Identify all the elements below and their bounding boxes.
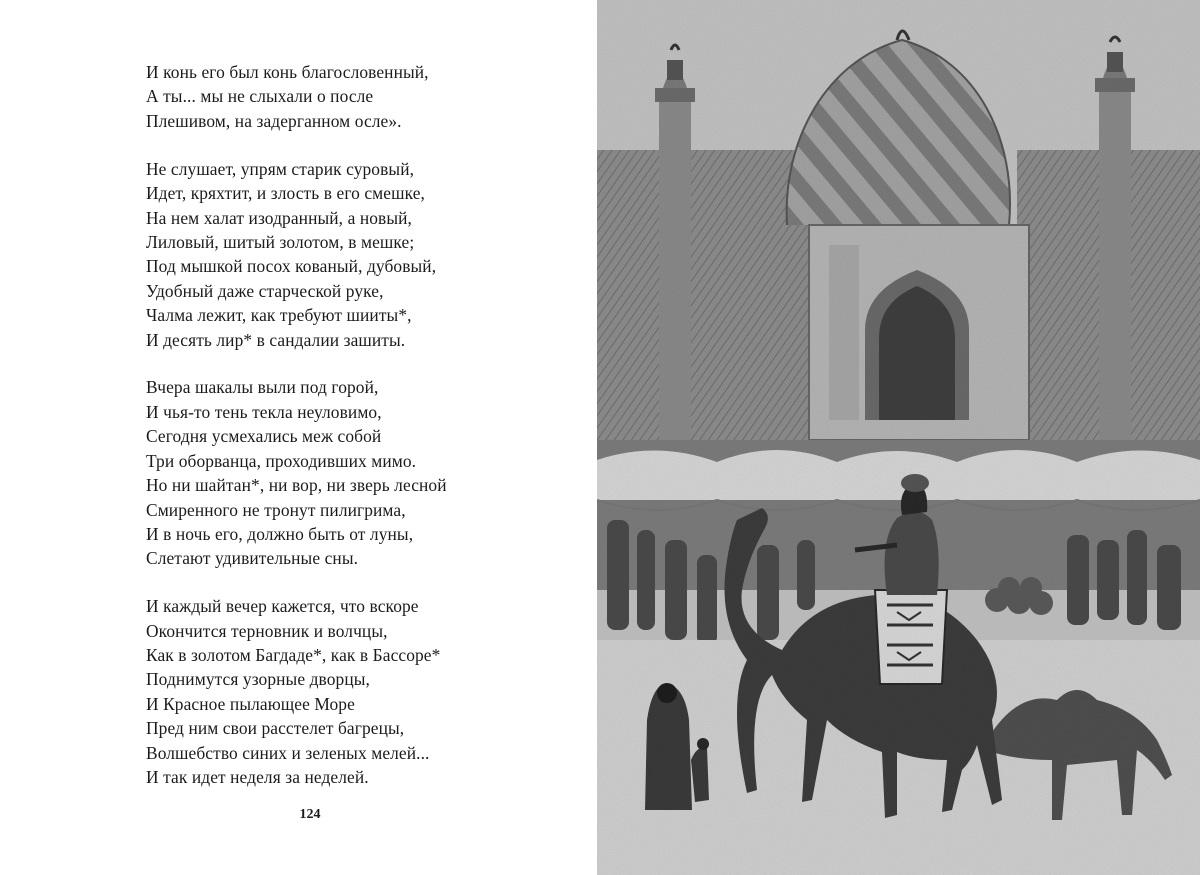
poem-line: И каждый вечер кажется, что вскоре xyxy=(146,596,419,617)
poem-line: Не слушает, упрям старик суровый, xyxy=(146,158,415,179)
poem-line: Чалма лежит, как требуют шииты*, xyxy=(146,305,412,326)
poem-line: На нем халат изодранный, а новый, xyxy=(146,207,412,228)
poem-line: Удобный даже старческой руке, xyxy=(146,280,384,301)
text-page xyxy=(0,0,597,875)
illustration xyxy=(597,0,1200,875)
poem-line: Сегодня усмехались меж собой xyxy=(146,426,382,447)
stanza xyxy=(146,594,586,789)
poem-line: Но ни шайтан*, ни вор, ни зверь лесной xyxy=(146,475,447,496)
poem-line: И в ночь его, должно быть от луны, xyxy=(146,523,414,544)
poem-line: Пред ним свои расстелет багрецы, xyxy=(146,718,405,739)
minaret-right xyxy=(1095,37,1135,490)
mosque-camel-drawing xyxy=(597,0,1200,875)
poem-line: Три оборванца, проходивших мимо. xyxy=(146,450,417,471)
poem-line: Смиренного не тронут пилигрима, xyxy=(146,499,406,520)
poem-line: Волшебство синих и зеленых мелей... xyxy=(146,742,430,763)
poem-line: Как в золотом Багдаде*, как в Бассоре* xyxy=(146,645,441,666)
poem-line: И конь его был конь благословенный, xyxy=(146,62,429,82)
poem-line: И десять лир* в сандалии зашиты. xyxy=(146,329,406,350)
saddle-blanket xyxy=(875,590,947,684)
poem-line: Идет, кряхтит, и злость в его смешке, xyxy=(146,183,425,204)
poem-line: Слетают удивительные сны. xyxy=(146,548,359,569)
minaret-left xyxy=(655,45,695,490)
page-number: 124 xyxy=(299,807,321,822)
stanza xyxy=(146,60,586,133)
poem-line: И Красное пылающее Море xyxy=(146,693,355,714)
poem-line: Окончится терновник и волчцы, xyxy=(146,620,388,641)
poem-line: Поднимутся узорные дворцы, xyxy=(146,669,370,690)
poem xyxy=(146,60,586,813)
stanza xyxy=(146,375,586,570)
mosque-gate xyxy=(809,225,1029,440)
poem-line: И так идет неделя за неделей. xyxy=(146,767,369,788)
poem-line: Вчера шакалы выли под горой, xyxy=(146,377,379,398)
poem-line: А ты... мы не слыхали о после xyxy=(146,86,374,107)
poem-line: И чья-то тень текла неуловимо, xyxy=(146,401,382,422)
poem-line: Плешивом, на задерганном осле». xyxy=(146,110,402,131)
stanza xyxy=(146,157,586,352)
poem-line: Под мышкой посох кованый, дубовый, xyxy=(146,256,437,277)
poem-line: Лиловый, шитый золотом, в мешке; xyxy=(146,231,415,252)
